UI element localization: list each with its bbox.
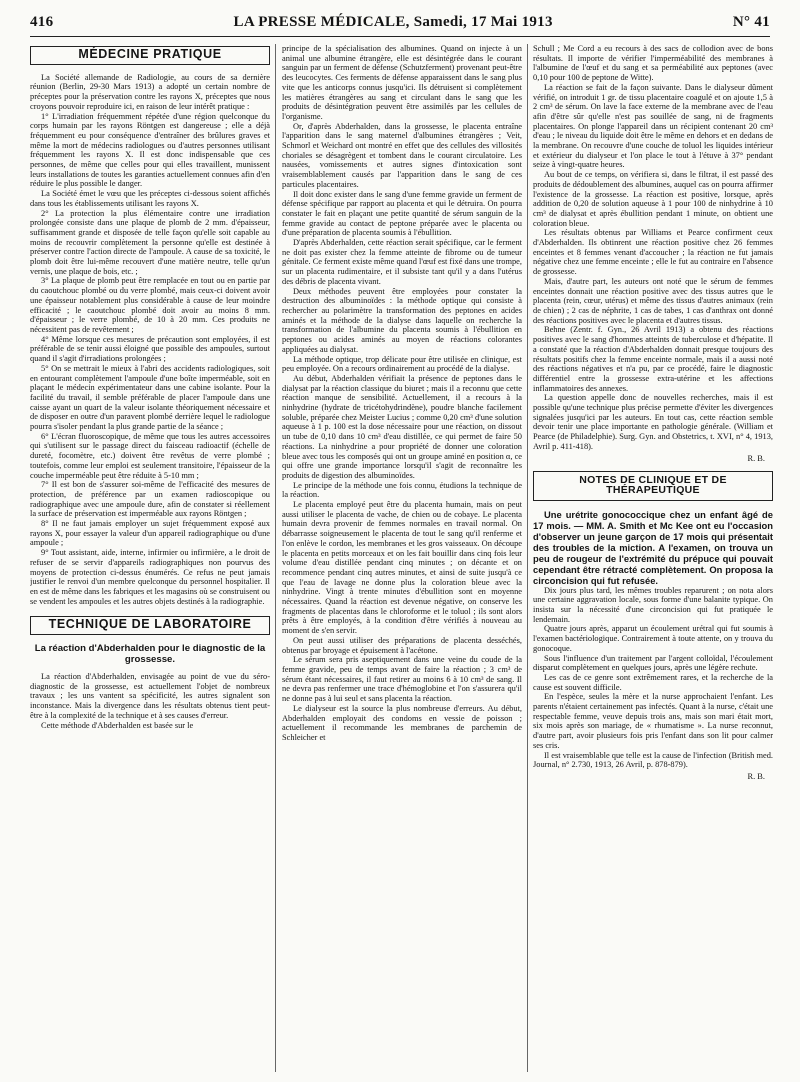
paragraph: Il est vraisemblable que telle est la cause de l'infection (British med. Journal, n° 2.730, 1913, 26 Avril, p. 878-879). — [533, 750, 773, 770]
paragraph: 5° On se mettrait le mieux à l'abri des accidents radiologiques, soit en entourant complètement l'ampoule d'une boîte imperméable, soit en plaçant le médecin expérimentateur dans une cabine isolante. Pour la facilité du travail, il semble préférable de placer l'ampoule dans une caisse ayant un quart de la valeur isolante théoriquement nécessaire et de disposer en outre d'un paravent plombé derrière lequel le radiologue pourra s'isoler pendant la plus grande partie de la séance ; — [30, 363, 270, 432]
paragraph: Or, d'après Abderhalden, dans la grossesse, le placenta entraîne l'apparition dans le sang maternel d'albumines étrangères ; Veit, Schmorl et Weichard ont montré en effet que des cellules des villosités choriales se désagrègent et tombent dans le courant circulatoire. Les nausées, vomissements et autres signes d'intoxication sont vraisemblablement causés par l'apparition dans le sang de ces particules placentaires. — [282, 121, 522, 189]
paragraph: La méthode optique, trop délicate pour être utilisée en clinique, est peu employée. On a recours ordinairement au procédé de la dialyse. — [282, 354, 522, 374]
paragraph: On peut aussi utiliser des préparations de placenta desséchés, obtenus par broyage et épuisement à l'acétone. — [282, 635, 522, 655]
paragraph: La réaction se fait de la façon suivante. Dans le dialyseur dûment vérifié, on introduit 1 gr. de tissu placentaire coagulé et on ajoute 1,5 à 2 cm³ de sérum. On lave la face externe de la membrane avec de l'eau afin d'être sûr qu'elle n'est pas souillée de sang, ni de fragments placentaires. On plonge l'appareil dans un récipient contenant 20 cm³ d'eau ; le niveau du liquide doit être le même en dehors et en dedans de la membrane. On recouvre d'une couche de toluol les liquides intérieur et extérieur du dialyseur et l'on place le tout à l'étuve à 37° pendant seize à vingt-quatre heures. — [533, 82, 773, 170]
paragraph: 1° L'irradiation fréquemment répétée d'une région quelconque du corps humain par les rayons Röntgen est dangereuse ; elle a déjà fréquemment eu pour conséquence d'entraîner des brûlures graves et même la mort de médecins radiologues ou d'autres personnes utilisant fréquemment les rayons X. Il est donc indispensable que ces personnes, de même que celles pour qui elles travaillent, munissent leurs installations de toutes les garanties actuellement connues afin d'en réduire le plus possible le danger. — [30, 111, 270, 189]
section-title-technique: TECHNIQUE DE LABORATOIRE — [30, 616, 270, 635]
column-rule — [275, 44, 276, 1072]
paragraph: En l'espèce, seules la mère et la nurse approchaient l'enfant. Les parents n'étaient certainement pas infectés. Quant à la nurse, c'était une respectable femme, veuve depuis trois ans, mais son mari était mort, six mois après son mariage, de « rhumatisme ». La nurse reconnut, d'autre part, avoir plusieurs fois pris l'enfant dans son lit pour calmer ses cris. — [533, 692, 773, 750]
paragraph: Le dialyseur est la source la plus nombreuse d'erreurs. Au début, Abderhalden employait des condoms en vessie de poisson ; actuellement il recommande les membranes de parchemin de Schleicher et — [282, 703, 522, 742]
paragraph: Le placenta employé peut être du placenta humain, mais on peut aussi utiliser le placenta de vache, de chien ou de cobaye. Le placenta humain devra provenir de femmes normales en travail normal. On débarrasse soigneusement le placenta de tout le sang qu'il renferme et l'on enlève le cordon, les membranes et les gros vaisseaux. On découpe le placenta en petits morceaux et on les fait bouillir dans cinq fois leur volume d'eau distillée pendant cinq minutes ; on décante et on recommence pendant cinq autres minutes, et ainsi de suite jusqu'à ce que l'eau de lavage ne donne plus la coloration bleue avec la ninhydrine. Vingt à trente minutes d'ébullition sont en moyenne nécessaires. Quand la réaction est devenue négative, on conserve les fragments de placentas dans le chloroforme et le toluol ; ils sont alors prêts à être employés, à la condition d'être vérifiés à nouveau au moment de s'en servir. — [282, 500, 522, 636]
paragraph: principe de la spécialisation des albumines. Quand on injecte à un animal une albumine étrangère, elle est désintégrée dans le courant sanguin par un ferment de défense (Schutzferment) provenant peut-être des leucocytes. Ces ferments de défense apparaissent dans le sang plus vite que les anticorps connus jusqu'ici. Ils détruisent si complètement les matières étrangères au sang et circulant dans le sang que les produits de désintégration peuvent être assimilés par les cellules de l'organisme. — [282, 44, 522, 121]
column-1 — [30, 44, 270, 1072]
paragraph: 3° La plaque de plomb peut être remplacée en tout ou en partie par du caoutchouc plombé ou du verre plombé, mais ceux-ci doivent avoir une épaisseur notablement plus considérable à cause de leur moindre efficacité ; le caoutchouc plombé doit avoir au moins 8 mm. d'épaisseur ; le verre plombé, de 10 à 20 mm. Ces produits ne nécessitent pas de revêtement ; — [30, 276, 270, 334]
column-rule — [527, 44, 528, 1072]
article-title: La réaction d'Abderhalden pour le diagnostic de la grossesse. — [34, 643, 266, 666]
signature: R. B. — [747, 772, 765, 781]
paragraph: 8° Il ne faut jamais employer un sujet fréquemment exposé aux rayons X, pour essayer la valeur d'un appareil radiographique ou d'une ampoule ; — [30, 519, 270, 548]
paragraph: Au bout de ce temps, on vérifiera si, dans le filtrat, il est passé des produits de dédoublement des albumines, auquel cas on pourra affirmer l'existence de la grossesse. La réaction est positive, lorsque, après addition de 0,20 de solution aqueuse à 1 pour 100 de ninhydrine à 10 cm³ de dialysat et après ébullition pendant 1 minute, on obtient une coloration bleue. — [533, 170, 773, 228]
paragraph: Le sérum sera pris aseptiquement dans une veine du coude de la femme gravide, peu de temps avant de faire la réaction ; 3 cm³ de sérum étant nécessaires, il faut retirer au moins 6 à 10 cm³ de sang. Il ne devra pas renfermer une trace d'hémoglobine et l'on s'assurera qu'il ne donne pas à lui seul et sans placenta la réaction. — [282, 655, 522, 704]
section-title-medecine: MÉDECINE PRATIQUE — [30, 46, 270, 65]
paragraph: La réaction d'Abderhalden, envisagée au point de vue du séro-diagnostic de la grossesse, est actuellement l'objet de nombreux travaux ; les uns vantent sa spécificité, les autres signalent son inconstance. Mais la divergence dans les résultats obtenus tient peut-être à la complexité de la technique et à ses causes d'erreur. — [30, 672, 270, 720]
paragraph: Les résultats obtenus par Williams et Pearce confirment ceux d'Abderhalden. Ils obtinrent une réaction positive chez 26 femmes enceintes et 8 femmes venant d'accoucher ; la réaction ne fut jamais négative chez une femme enceinte ; elle le fut au contraire en l'absence de grossesse. — [533, 228, 773, 277]
running-header — [30, 14, 770, 34]
paragraph: Quatre jours après, apparut un écoulement urétral qui fut soumis à l'examen bactériologique. Contrairement à toute attente, on y trouva du gonocoque. — [533, 624, 773, 653]
paragraph: Schull ; Me Cord a eu recours à des sacs de collodion avec de bons résultats. Il importe de vérifier l'imperméabilité des membranes à l'albumine de l'œuf et du sang et sa perméabilité aux peptones (avec 0,10 pour 100 de peptone de Witte). — [533, 44, 773, 83]
column-3 — [533, 44, 773, 1072]
paragraph: 6° L'écran fluoroscopique, de même que tous les autres accessoires qui s'utilisent sur le passage direct du faisceau radioactif (échelle de dureté, focomètre, etc.) doivent être revêtus de verre plombé ; toutefois, comme leur emploi est seulement transitoire, l'épaisseur de la couche imperméable peut être réduite à 5-10 mm ; — [30, 431, 270, 480]
journal-title: LA PRESSE MÉDICALE, Samedi, 17 Mai 1913 — [233, 14, 553, 30]
paragraph: Dix jours plus tard, les mêmes troubles reparurent ; on nota alors une certaine aggravation locale, sous forme d'une balanite typique. On insista sur la nécessité d'une circoncision qui fut pratiquée le lendemain. — [533, 585, 773, 624]
column-2 — [282, 44, 522, 1072]
header-rule — [30, 36, 770, 37]
paragraph: Deux méthodes peuvent être employées pour constater la destruction des albuminoïdes : la méthode optique qui consiste à rechercher au polarimètre la transformation des peptones en acides aminés et la méthode de la dialyse dans laquelle on recherche la transformation de l'albumine du placenta soumis à l'ébullition en peptones ou acides aminés au moyen de réactions colorantes appliquées au dialysat. — [282, 286, 522, 354]
paragraph: 4° Même lorsque ces mesures de précaution sont employées, il est préférable de se tenir aussi éloigné que possible des ampoules, surtout quand il s'agit d'irradiations prolongées ; — [30, 334, 270, 364]
paragraph: Cette méthode d'Abderhalden est basée sur le — [41, 720, 194, 730]
note-lead: Une urétrite gonococcique chez un enfant âgé de 17 mois. — MM. A. Smith et Mc Kee ont eu l'occasion d'observer un jeune garçon de 17 mois qui présentait des troubles de la miction. A l'examen, on trouva un peu de rougeur de l'extrémité du prépuce qui pouvait cependant être rétracté complètement. On proposa la circoncision qui fut refusée. — [533, 508, 773, 586]
paragraph: La Société émet le vœu que les préceptes ci-dessous soient affichés dans tous les établissements utilisant les rayons X. — [30, 189, 270, 208]
paragraph: Mais, d'autre part, les auteurs ont noté que le sérum de femmes enceintes donnait une réaction positive avec des tissus autres que le placenta (rein, cœur, utérus) et même des tissus d'autres animaux (rein de chien) ; 2 cas de néphrite, 1 cas de tabes, 1 cas d'anthrax ont donné des réactions positives avec le placenta et d'autres tissus. — [533, 276, 773, 325]
paragraph: Behne (Zentr. f. Gyn., 26 Avril 1913) a obtenu des réactions positives avec le sang d'hommes atteints de tuberculose et d'hépatite. Il a constaté que la réaction d'Abderhalden donnait presque toujours des résultats positifs chez la femme enceinte normale, mais il a aussi noté des réactions négatives et n'a pu, par ce procédé, faire le diagnostic différentiel entre la grossesse extra-utérine et les affections inflammatoires des annexes. — [533, 325, 773, 393]
signature: R. B. — [747, 453, 765, 463]
paragraph: Le principe de la méthode une fois connu, étudions la technique de la réaction. — [282, 480, 522, 500]
paragraph: Au début, Abderhalden vérifiait la présence de peptones dans le dialysat par la réaction classique du biuret ; mais il a reconnu que cette réaction manque de sensibilité. Actuellement, il a recours à la ninhydrine (hydrate de tricétohydrindène), poudre blanche facilement soluble, préparée chez Meister Lucius ; comme 0,20 cm³ d'une solution aqueuse à 1 p. 100 est la dose nécessaire pour une réaction, on dissout un tube de 0,10 dans 10 cm³ d'eau distillée, ce qui permet de faire 50 réactions. La ninhydrine a pour propriété de donner une coloration bleue avec tous les composés qui ont un groupe aminé en position α, ce qui offre une grande importance lorsqu'il s'agit de reconnaître les produits de digestion des albuminoïdes. — [282, 373, 522, 480]
paragraph: Les cas de ce genre sont extrêmement rares, et la recherche de la cause est souvent difficile. — [533, 672, 773, 692]
paragraph: La Société allemande de Radiologie, au cours de sa dernière réunion (Berlin, 29-30 Mars 1913) a adopté un certain nombre de préceptes pour la préservation contre les rayons X, préceptes que nous croyons pouvoir reproduire ici, en raison de leur intérêt pratique : — [30, 72, 270, 111]
paragraph: Sous l'influence d'un traitement par l'argent colloïdal, l'écoulement disparut complètement en quelques jours, après une légère rechute. — [533, 653, 773, 673]
page-number: 416 — [30, 14, 54, 30]
section-title-notes: NOTES DE CLINIQUE ET DE THÉRAPEUTIQUE — [533, 471, 773, 500]
paragraph: La question appelle donc de nouvelles recherches, mais il est possible qu'une technique plus précise permette d'éviter les divergences signalées jusqu'ici par les auteurs. En tout cas, cette réaction semble devoir tenir une place importante en pathologie générale. (William et Pearce (de Philadelphie). Surg. Gyn. and Obstetrics, t. XVI, n° 4, 1913, Avril p. 411-418). — [533, 393, 773, 451]
paragraph: D'après Abderhalden, cette réaction serait spécifique, car le ferment ne doit pas exister chez la femme atteinte de fibrome ou de tumeur génitale. Ce ferment existe même quand l'œuf est fixé dans une trompe, sur un placenta rudimentaire, et il subsiste tant qu'il y a dans l'utérus des débris de placenta vivant. — [282, 238, 522, 286]
paragraph: 9° Tout assistant, aide, interne, infirmier ou infirmière, a le droit de refuser de se servir d'appareils radiographiques non pourvus des moyens de protection ci-dessus énumérés. Ce refus ne peut jamais justifier le renvoi d'un membre quelconque du personnel hospitalier. Il en est de même dans les fabriques et les magasins où se construisent ou se vendent les ampoules et les autres objets destinés à la radiographie. — [30, 548, 270, 606]
paragraph: Il doit donc exister dans le sang d'une femme gravide un ferment de défense spécifique par rapport au placenta et qui le détruira. On pourra constater le fait en plaçant une petite quantité de sérum sanguin de la femme gravide au contact de peptone préparée avec le placenta ou d'une préparation de placenta soumis à l'ébullition. — [282, 189, 522, 238]
issue-number: N° 41 — [732, 14, 770, 30]
paragraph: 2° La protection la plus élémentaire contre une irradiation prolongée consiste dans une plaque de plomb de 2 mm. d'épaisseur, suffisamment grande et disposée de telle façon qu'elle soit capable au moins de recouvrir complètement la personne qu'elle est destinée à préserver contre l'action directe de l'ampoule. A cause de sa toxicité, le plomb doit être lui-même recouvert d'une matière neutre, telle qu'un vernis, une plaque de bois, etc. ; — [30, 208, 270, 276]
paragraph: 7° Il est bon de s'assurer soi-même de l'efficacité des mesures de protection, de préférence par un examen radioscopique ou radiographique avec une ampoule dure, afin de constater si réellement la surface de préservation est imperméable aux rayons Röntgen ; — [30, 480, 270, 519]
